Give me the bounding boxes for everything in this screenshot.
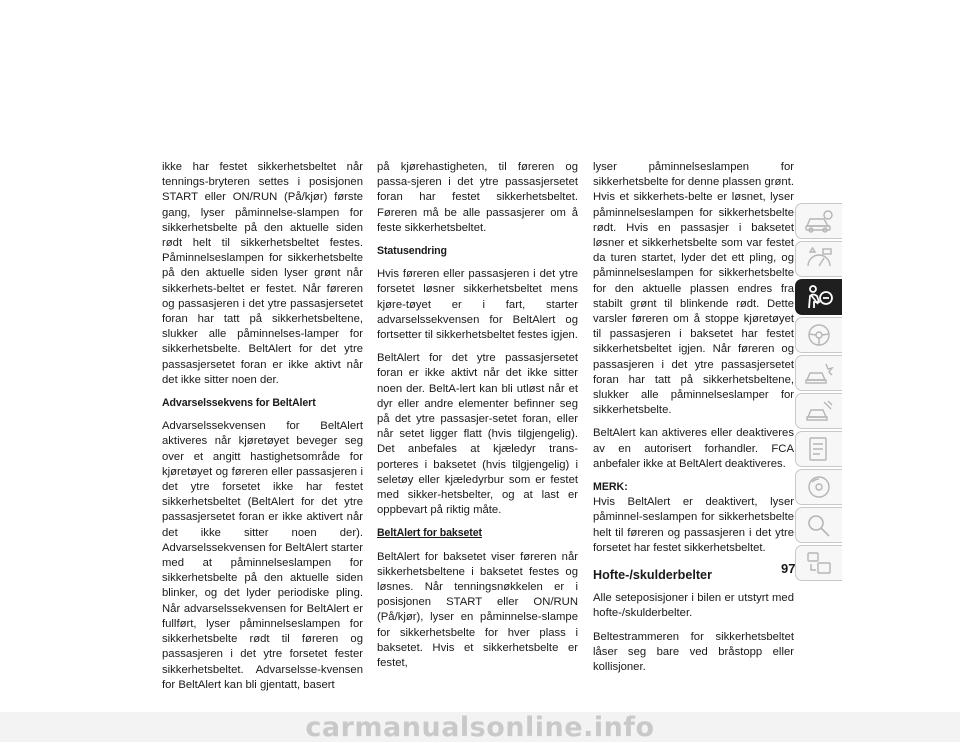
note-text: Hvis BeltAlert er deaktivert, lyser påminnel-seslampen for sikkerhetsbelte helt til føreren og passasjeren i det ytre forsetet har festet sikkerhetsbeltet. [593,496,794,554]
car-crash-icon [804,360,834,386]
paragraph: Advarselssekvensen for BeltAlert aktiveres når kjøretøyet beveger seg over et angitt hastighetsområde for kjøretøyet og føreren eller passasjeren i det ytre forsetet ikke har festet sikkerhetsbeltet (BeltAlert for det ytre passasjersetet foran er ikke aktivert når det ikke sitter noen der). Advarselssekvensen for BeltAlert starter med at påminnelseslampen for sikkerhetsbelte på den aktuelle siden blinker, og det lyder periodiske pling. Når advarselssekvensen for BeltAlert er fullført, lyser påminnelseslampen for sikkerhetsbelte rødt til føreren og passasjeren i det ytre forsetet fester sikkerhetsbeltet. Advarselsse-kvensen for BeltAlert kan bli gjentatt, basert [162,420,363,691]
tab-car-info[interactable] [795,203,842,239]
tab-maintenance[interactable] [795,431,842,467]
text-column-1 [162,160,363,701]
section-heading-status-change: Statusendring [377,245,447,258]
magnifier-index-icon [804,512,834,538]
paragraph: Hvis føreren eller passasjeren i det ytre forsetet løsner sikkerhetsbeltet mens kjøre-tøyet er i fart, starter advarselssekvensen for BeltAlert og fortsetter til sikkerhetsbeltet festes igjen. [377,268,578,342]
dashboard-warning-icon [804,246,834,272]
paragraph: Alle seteposisjoner i bilen er utstyrt med hofte-/skulderbelter. [593,592,794,620]
paragraph: BeltAlert kan aktiveres eller deaktiveres av en autorisert forhandler. FCA anbefaler ikke at BeltAlert deaktiveres. [593,427,794,470]
maintenance-checklist-icon [804,436,834,462]
text-column-3 [593,160,794,683]
tab-service[interactable] [795,393,842,429]
car-info-icon [804,208,834,234]
note-block [593,480,794,556]
paragraph: ikke har festet sikkerhetsbeltet når tennings-bryteren settes i posisjonen START eller ON/RUN (På/kjør) første gang, lyser påminnelse-slampen for sikkerhetsbelte på den aktuelle siden rødt helt til sikkerhetsbeltet festes. Påminnelseslampen for sikkerhetsbelte på den aktuelle siden lyser grønt når sikkerhets-beltet er festet. Når føreren og passasjeren i det ytre passasjersetet foran har tatt på sikkerhetsbeltene, slukker alle påminnelses-lamper for sikkerhetsbelte. BeltAlert for det ytre passasjersetet foran er ikke aktivt når det ikke sitter noen der. [162,161,363,386]
text-column-2 [377,160,578,679]
watermark-bar [0,712,960,742]
tab-languages[interactable] [795,545,842,581]
paragraph: lyser påminnelseslampen for sikkerhetsbelte for denne plassen grønt. Hvis et sikkerhets-belte er løsnet, lyser påminnelseslampen for sikkerhetsbelte rødt. Hvis en passasjer i baksetet løsner et sikkerhetsbelte som var festet da turen startet, lyder det ett pling, og påminnelseslampen for sikkerhetsbelte for den aktuelle plassen endres fra stabilt grønt til blinkende rødt. Dette varsler føreren om å stoppe kjøretøyet til passasjeren i baksetet har festet sikkerhetsbeltet igjen. Når føreren og passasjeren i det ytre passasjersetet foran har tatt på sikkerhetsbeltene, slukker alle påminnelseslamper for sikkerhetsbelte. [593,161,794,417]
section-heading-rear-beltalert: BeltAlert for baksetet [377,527,482,540]
section-heading-beltalert-sequence: Advarselssekvens for BeltAlert [162,397,316,410]
tab-multimedia[interactable] [795,469,842,505]
car-service-icon [804,398,834,424]
section-heading-lap-shoulder-belts: Hofte-/skulderbelter [593,568,712,583]
multimedia-icon [804,474,834,500]
languages-icon [804,550,834,576]
tab-dashboard[interactable] [795,241,842,277]
tab-driving[interactable] [795,317,842,353]
note-label: MERK: [593,481,628,494]
chapter-tabs [795,203,843,583]
paragraph: BeltAlert for baksetet viser føreren når sikkerhetsbeltene i baksetet festes og løsnes. Når tenningsnøkkelen er i posisjonen START eller ON/RUN (På/kjør), lyser en påminnelse-slampe for sikkerhetsbelte for hver plass i baksetet. Hvis et sikkerhetsbelte er festet, [377,550,578,670]
steering-wheel-icon [804,322,834,348]
tab-index[interactable] [795,507,842,543]
tab-emergency[interactable] [795,355,842,391]
paragraph: BeltAlert for det ytre passasjersetet foran er ikke aktivt når det ikke sitter noen der. BeltA-lert kan bli utløst når et dyr eller andre elementer befinner seg på det ytre passasjer-setet foran, eller når setet ligger flatt (hvis tilgjengelig). Det anbefales at kjæledyr trans-porteres i baksetet (hvis tilgjengelig) i seletøy eller kjæledyrbur som er festet med sikker-hetsbelter, og at last er oppbevart på riktig måte. [377,352,578,517]
paragraph: Beltestrammeren for sikkerhetsbeltet låser seg bare ved bråstopp eller kollisjoner. [593,630,794,674]
seatbelt-airbag-icon [804,284,834,310]
paragraph: på kjørehastigheten, til føreren og passa-sjeren i det ytre passasjersetet foran har festet sikkerhetsbeltet. Føreren må be alle passasjerer om å feste sikkerhetsbeltet. [377,161,578,234]
tab-safety[interactable] [795,279,842,315]
watermark-text: carmanualsonline.info [305,711,655,743]
page-number: 97 [781,561,796,576]
